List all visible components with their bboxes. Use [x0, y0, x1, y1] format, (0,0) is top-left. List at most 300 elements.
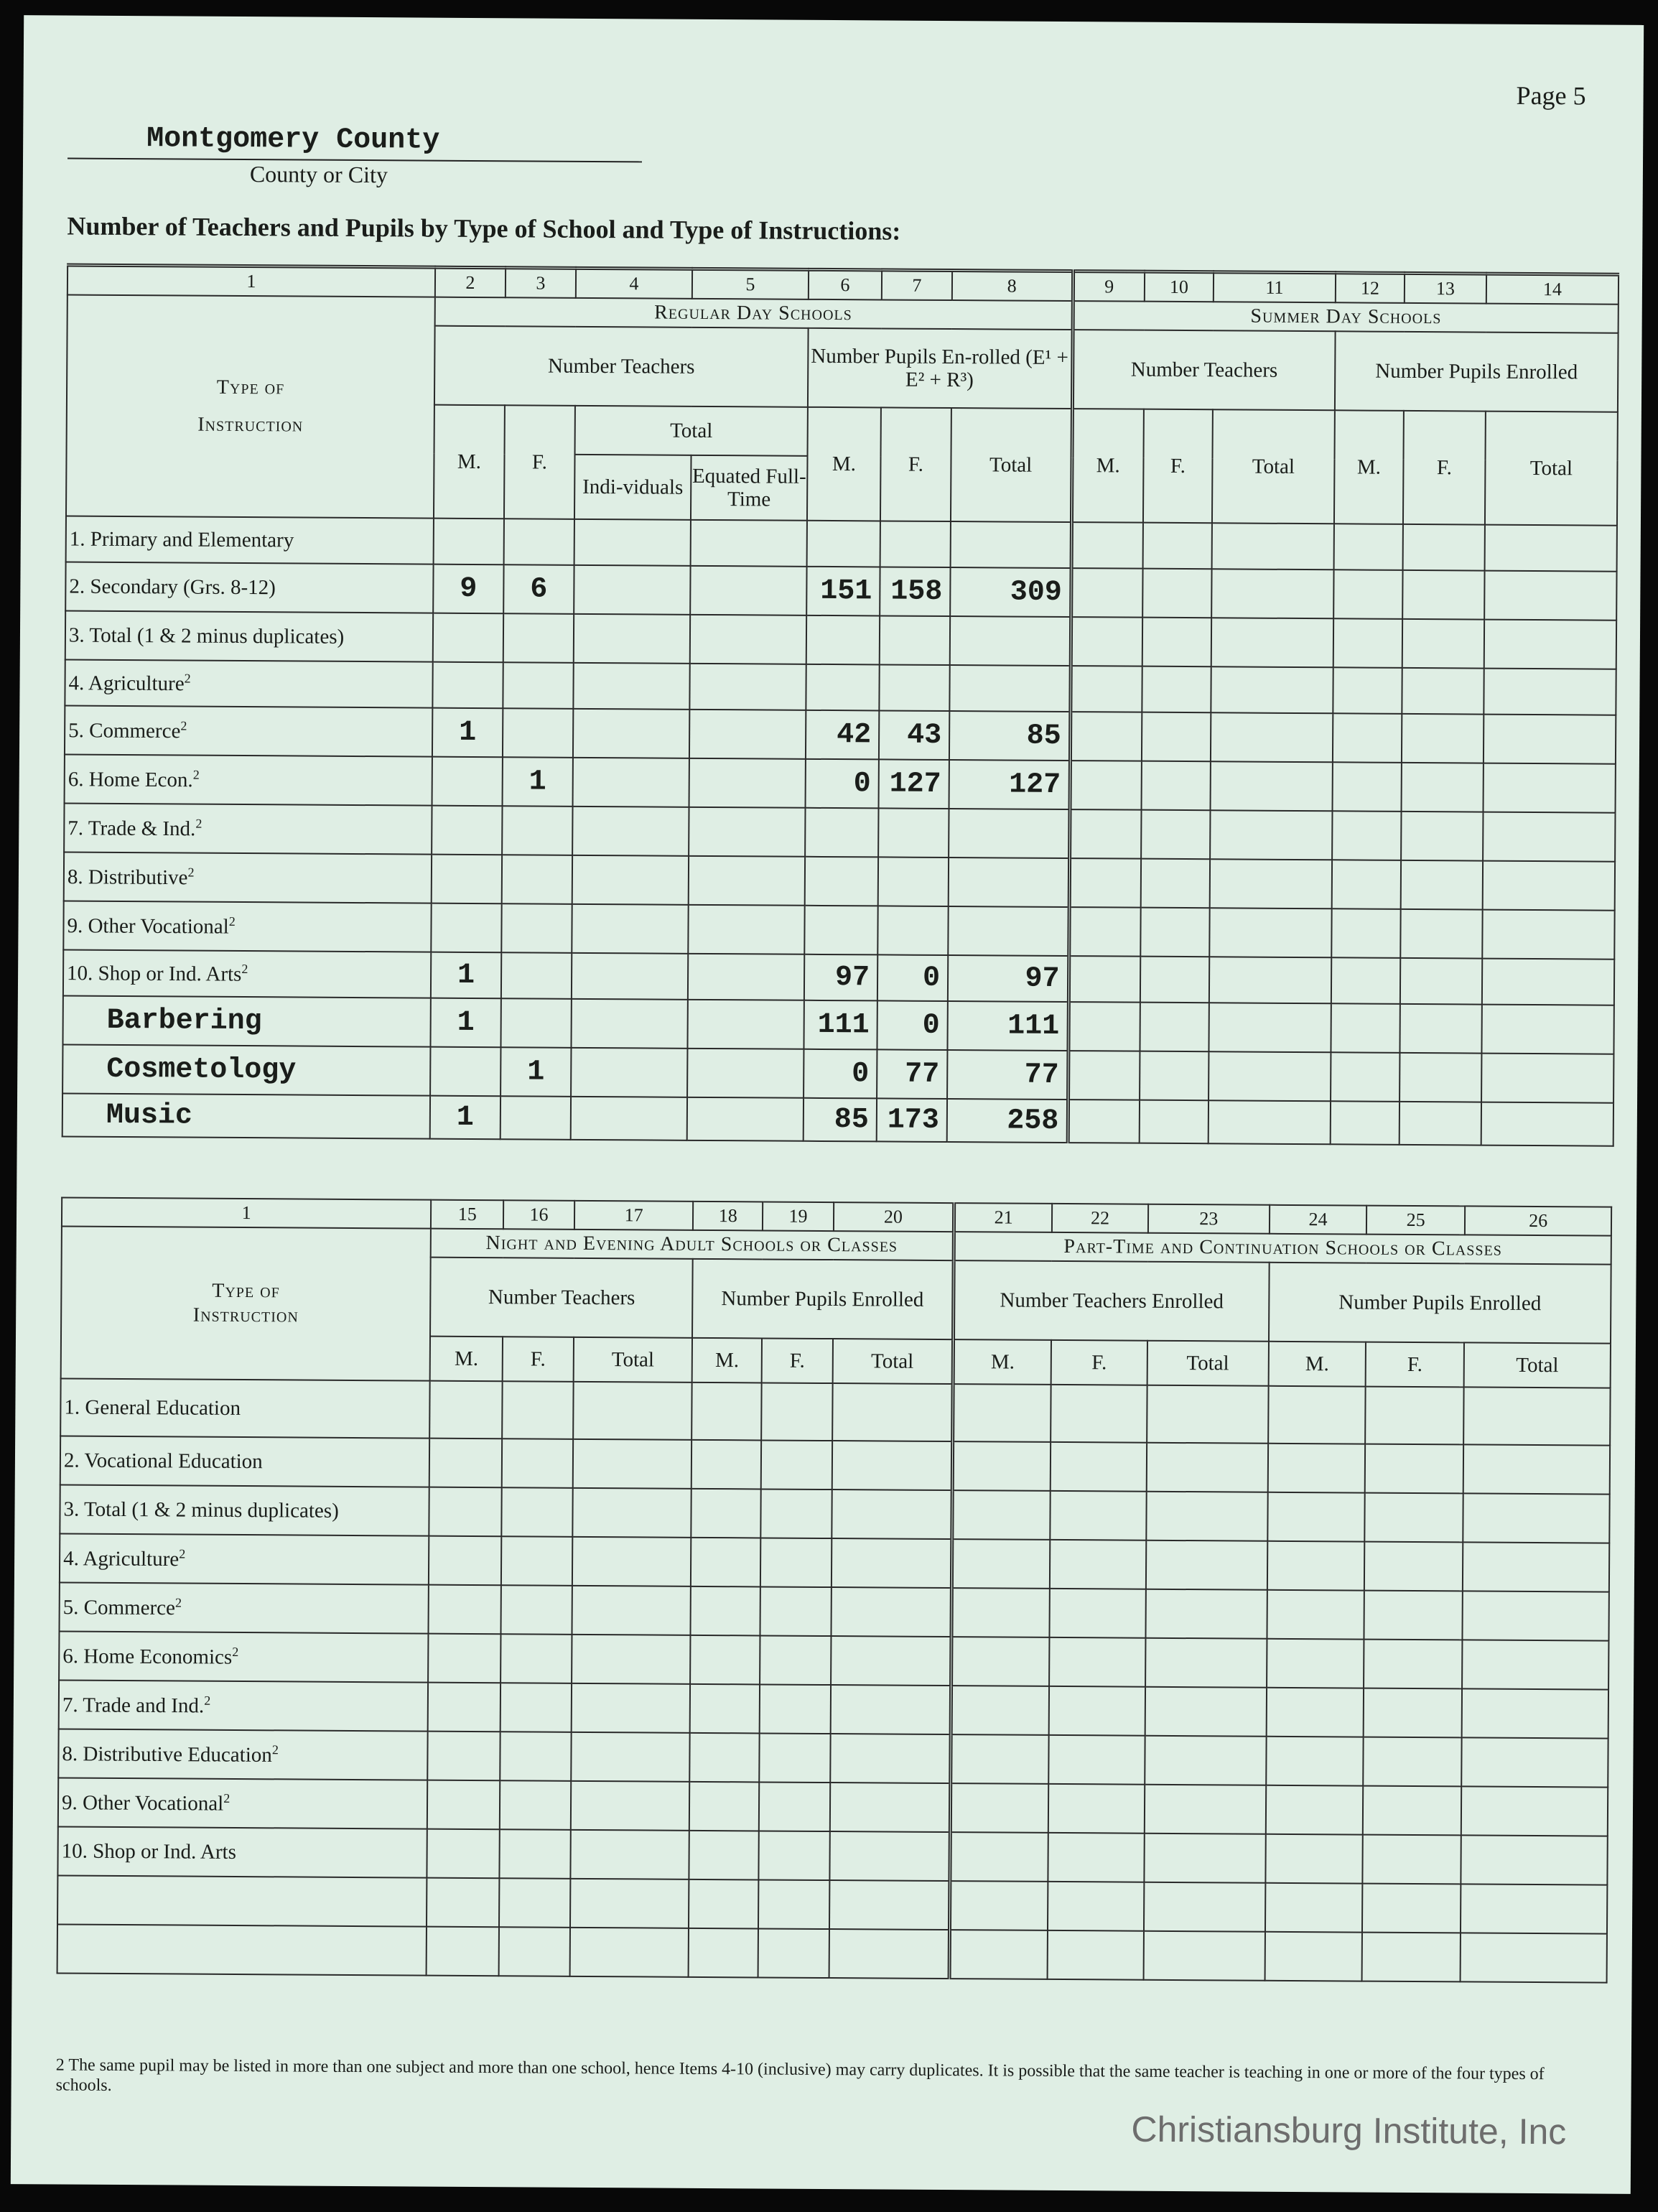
- table-cell: [572, 904, 688, 954]
- table-cell: [761, 1382, 832, 1441]
- table-cell: [1211, 761, 1333, 811]
- m-header: M.: [692, 1338, 762, 1383]
- row-label: [57, 1875, 427, 1926]
- total-header: Total: [951, 408, 1072, 522]
- table-cell: 42: [806, 710, 879, 760]
- table-cell: [1071, 617, 1142, 666]
- table-cell: [1485, 525, 1617, 572]
- table-cell: [832, 1441, 953, 1490]
- table-cell: [1333, 713, 1402, 763]
- table-cell: 1: [432, 708, 503, 758]
- table-cell: [1267, 1688, 1364, 1737]
- table-cell: [1070, 712, 1142, 761]
- table-cell: [1142, 618, 1211, 667]
- table-cell: [1143, 1931, 1265, 1981]
- table-cell: [1401, 860, 1483, 910]
- table-cell: [951, 1734, 1050, 1784]
- table-cell: [950, 1832, 1049, 1882]
- col-number: 25: [1366, 1206, 1465, 1235]
- equated-full-time-header: Equated Full-Time: [691, 455, 808, 521]
- table-cell: [1463, 1444, 1610, 1494]
- row-label: 9. Other Vocational$^2$: [63, 901, 431, 952]
- table-cell: [499, 1927, 570, 1976]
- table-cell: [427, 1829, 500, 1879]
- table-cell: 43: [879, 710, 949, 760]
- night-parttime-table: [57, 1196, 1613, 1983]
- table-cell: [1140, 908, 1209, 957]
- table-cell: [572, 1537, 691, 1586]
- table-cell: [951, 1539, 1051, 1589]
- table-cell: 97: [948, 955, 1068, 1002]
- col-number: 2: [435, 267, 506, 297]
- table-cell: [1462, 1640, 1608, 1689]
- table-cell: [1399, 1102, 1481, 1146]
- table-cell: [500, 1829, 571, 1879]
- table-cell: [948, 906, 1068, 956]
- table-cell: [1142, 712, 1211, 762]
- table-cell: [572, 1586, 691, 1635]
- night-evening-header: Night and Evening Adult Schools or Classes: [431, 1229, 954, 1260]
- table-cell: [832, 1490, 952, 1539]
- table-cell: [574, 614, 690, 664]
- table-cell: [429, 1585, 501, 1635]
- table-cell: [573, 758, 689, 807]
- col-number: 16: [503, 1200, 574, 1230]
- table-cell: [1401, 812, 1483, 861]
- row-label: 5. Commerce$^2$: [59, 1582, 429, 1633]
- table-cell: [428, 1634, 500, 1683]
- table-cell: [1461, 1835, 1608, 1885]
- table-cell: 85: [949, 711, 1070, 761]
- table-cell: [433, 613, 503, 663]
- number-teachers-header: Number Teachers: [430, 1258, 693, 1338]
- table-cell: [572, 1488, 691, 1538]
- table-cell: [949, 665, 1070, 712]
- table-cell: 6: [503, 564, 574, 614]
- table-cell: 158: [880, 567, 950, 616]
- row-label: 3. Total (1 & 2 minus duplicates): [65, 611, 433, 662]
- table-cell: [1140, 1051, 1208, 1101]
- table-cell: [1364, 1640, 1463, 1689]
- table-cell: [691, 1440, 761, 1490]
- table-cell: [689, 664, 806, 710]
- table-cell: [1049, 1637, 1145, 1687]
- table-cell: 0: [877, 954, 948, 1001]
- table-cell: [1068, 907, 1140, 957]
- table-cell: [690, 566, 806, 615]
- table-cell: [500, 1634, 572, 1683]
- table-cell: [687, 1097, 804, 1141]
- table-cell: [1363, 1737, 1462, 1787]
- table-cell: [1212, 523, 1334, 570]
- table-cell: [1332, 860, 1401, 909]
- col-number: 11: [1214, 272, 1336, 303]
- table-cell: [1048, 1882, 1144, 1931]
- f-header: F.: [1051, 1340, 1147, 1385]
- table-cell: [806, 615, 880, 665]
- table-cell: [1400, 958, 1482, 1005]
- table-cell: [832, 1383, 953, 1441]
- table-cell: 77: [877, 1049, 947, 1099]
- col-number: 6: [809, 269, 882, 299]
- table-cell: [1208, 1100, 1331, 1144]
- table-cell: [951, 1686, 1050, 1735]
- table-cell: [1051, 1385, 1147, 1443]
- regular-summer-table: [62, 264, 1619, 1147]
- table-cell: [572, 807, 689, 856]
- table-cell: [949, 858, 1069, 907]
- table-cell: [1362, 1835, 1461, 1885]
- table-cell: [952, 1441, 1051, 1491]
- table-cell: [570, 1830, 689, 1879]
- table-cell: [1210, 810, 1332, 860]
- table-cell: [1482, 959, 1614, 1005]
- table-cell: [879, 664, 949, 711]
- table-cell: [1142, 761, 1211, 811]
- table-cell: [1402, 570, 1484, 620]
- table-cell: [1484, 763, 1616, 813]
- table-cell: [571, 1048, 687, 1097]
- table-cell: [1484, 669, 1616, 715]
- table-cell: [952, 1490, 1051, 1540]
- number-pupils-enrolled-header: Number Pupils En-rolled (E¹ + E² + R³): [808, 328, 1073, 409]
- col-number: 9: [1073, 271, 1145, 302]
- row-label: 4. Agriculture$^2$: [65, 660, 432, 708]
- table-cell: [1461, 1737, 1608, 1787]
- table-cell: [691, 1586, 760, 1636]
- table-cell: [430, 1047, 500, 1097]
- table-cell: [501, 952, 572, 999]
- table-cell: [1402, 714, 1484, 763]
- table-cell: [1140, 1100, 1208, 1144]
- table-cell: [760, 1538, 832, 1587]
- table-cell: [1463, 1387, 1610, 1445]
- f-header: F.: [1143, 409, 1213, 524]
- table-cell: [1463, 1591, 1609, 1640]
- table-cell: [500, 1732, 571, 1781]
- type-of-instruction-header: Type of Instruction: [66, 295, 435, 519]
- table-cell: [760, 1684, 831, 1734]
- watermark: Christiansburg Institute, Inc: [1131, 2109, 1567, 2152]
- col-number: 4: [576, 268, 692, 298]
- f-header: F.: [1403, 411, 1486, 525]
- table-cell: [689, 1782, 759, 1831]
- table-cell: [1268, 1386, 1366, 1444]
- table-cell: [689, 856, 805, 906]
- row-label: [57, 1924, 427, 1975]
- table-cell: [428, 1732, 500, 1781]
- table-cell: [1068, 956, 1140, 1003]
- row-label: 6. Home Econ.$^2$: [65, 755, 432, 806]
- table-cell: [690, 1684, 760, 1734]
- table-cell: [1482, 910, 1614, 959]
- table-cell: [1331, 1101, 1399, 1145]
- f-header: F.: [762, 1338, 833, 1383]
- table-cell: [1145, 1540, 1267, 1590]
- table-cell: [689, 1928, 758, 1978]
- table-cell: [689, 807, 805, 857]
- pt-number-pupils-header: Number Pupils Enrolled: [1269, 1263, 1611, 1344]
- table-cell: [758, 1879, 829, 1929]
- table-cell: [573, 1439, 692, 1489]
- table-cell: [1399, 1004, 1481, 1054]
- summer-day-schools-header: Summer Day Schools: [1073, 301, 1619, 333]
- f-header: F.: [1366, 1342, 1465, 1388]
- table-cell: 97: [804, 954, 877, 1001]
- table-cell: [1267, 1590, 1364, 1640]
- table-row: [62, 1093, 1613, 1146]
- table-cell: [688, 905, 804, 954]
- table-cell: [1209, 908, 1331, 957]
- table-cell: 1: [503, 757, 573, 807]
- table-cell: [950, 1783, 1049, 1833]
- col-number: 3: [506, 268, 576, 298]
- table-cell: [691, 1489, 761, 1538]
- table-cell: [1481, 1054, 1613, 1103]
- table-cell: [690, 615, 806, 664]
- table-cell: [831, 1685, 951, 1734]
- table-cell: [1267, 1639, 1364, 1688]
- table-cell: [1481, 1005, 1613, 1054]
- table-cell: [689, 710, 806, 759]
- table-cell: [760, 1635, 831, 1685]
- table-cell: [1331, 1052, 1399, 1102]
- table-cell: [1461, 1884, 1607, 1933]
- table-cell: [1332, 811, 1401, 860]
- table-cell: [805, 808, 878, 858]
- table-cell: [1144, 1785, 1266, 1834]
- col-number: 1: [67, 265, 435, 297]
- table-cell: [804, 906, 877, 955]
- form-heading: Number of Teachers and Pupils by Type of School and Type of Instructions:: [67, 211, 901, 246]
- col-number: 15: [431, 1200, 503, 1230]
- row-label: 9. Other Vocational$^2$: [58, 1778, 428, 1828]
- table-cell: [1362, 1933, 1461, 1982]
- table-cell: [758, 1928, 829, 1978]
- col-number: 14: [1486, 274, 1619, 305]
- table-cell: [1331, 1003, 1399, 1053]
- table-cell: [1048, 1784, 1145, 1834]
- table-cell: [501, 1487, 572, 1537]
- table-cell: [499, 1878, 570, 1928]
- m-header: M.: [807, 407, 881, 521]
- table-cell: [1145, 1589, 1267, 1639]
- table-cell: [949, 1930, 1048, 1979]
- table-cell: [1147, 1385, 1269, 1444]
- m-header: M.: [1334, 410, 1404, 524]
- row-label: 3. Total (1 & 2 minus duplicates): [60, 1484, 429, 1535]
- table-cell: [1142, 666, 1211, 713]
- county-caption: County or City: [249, 161, 388, 188]
- table-cell: [500, 1780, 571, 1830]
- summer-number-pupils-header: Number Pupils Enrolled: [1335, 331, 1619, 412]
- table-cell: [1362, 1884, 1461, 1933]
- table-cell: 1: [431, 952, 501, 999]
- table-cell: [691, 520, 807, 567]
- table-cell: [1068, 1051, 1140, 1100]
- table-cell: [878, 857, 949, 906]
- table-cell: [1331, 957, 1400, 1004]
- table-cell: [691, 1382, 761, 1441]
- total-header: Total: [1212, 409, 1335, 524]
- col-number: 17: [574, 1201, 694, 1230]
- table-cell: [1334, 524, 1403, 570]
- table-cell: [687, 1049, 804, 1098]
- table-cell: [1209, 957, 1331, 1003]
- m-header: M.: [434, 405, 505, 519]
- row-label: Barbering: [62, 995, 430, 1046]
- m-header: M.: [430, 1337, 503, 1382]
- table-cell: [880, 521, 951, 567]
- col-number: 26: [1465, 1206, 1611, 1235]
- table-cell: [829, 1929, 949, 1979]
- table-cell: 77: [947, 1050, 1068, 1100]
- table-cell: [761, 1440, 832, 1490]
- table-cell: [1463, 1542, 1609, 1591]
- table-cell: [1051, 1442, 1147, 1492]
- number-pupils-enrolled-header: Number Pupils Enrolled: [692, 1259, 954, 1339]
- table-cell: [1365, 1387, 1464, 1445]
- table-cell: [1146, 1443, 1268, 1492]
- row-label: 2. Vocational Education: [60, 1436, 430, 1487]
- table-cell: [501, 1536, 572, 1586]
- table-cell: [1265, 1883, 1363, 1933]
- table-row: [57, 1924, 1607, 1982]
- table-cell: [758, 1831, 829, 1880]
- table-cell: [1481, 1102, 1613, 1146]
- table-cell: [1141, 859, 1210, 908]
- table-cell: [573, 1382, 692, 1440]
- total-header: Total: [574, 1337, 693, 1382]
- table-cell: [832, 1538, 952, 1588]
- type-of-instruction-header: Type of Instruction: [61, 1226, 432, 1380]
- table-cell: [1208, 1051, 1331, 1101]
- table-cell: [1331, 908, 1400, 958]
- table-cell: [1071, 568, 1142, 618]
- table-cell: [1462, 1688, 1608, 1738]
- table-cell: 0: [804, 1049, 877, 1099]
- table-cell: [571, 1097, 687, 1140]
- table-cell: [432, 662, 503, 709]
- table-cell: [1484, 571, 1616, 621]
- table-cell: [1267, 1541, 1365, 1591]
- table-cell: [502, 806, 572, 855]
- table-cell: [880, 615, 950, 665]
- table-cell: [831, 1636, 951, 1686]
- table-cell: [1267, 1492, 1365, 1542]
- table-cell: [570, 1928, 689, 1977]
- table-cell: [501, 1585, 572, 1635]
- table-cell: [829, 1831, 950, 1881]
- table-cell: [1048, 1930, 1144, 1980]
- county-block: [67, 122, 643, 190]
- table-cell: [1484, 620, 1616, 669]
- form-page: [11, 15, 1644, 2194]
- table-cell: [432, 806, 502, 855]
- table-cell: [1142, 569, 1211, 618]
- table-cell: [573, 663, 689, 710]
- row-label: 10. Shop or Ind. Arts$^2$: [63, 949, 431, 998]
- col-number: 18: [693, 1202, 763, 1231]
- table-cell: [571, 1732, 690, 1782]
- table-cell: [501, 903, 572, 953]
- table-cell: 127: [949, 760, 1070, 809]
- table-cell: [1050, 1540, 1146, 1589]
- table-cell: [951, 1588, 1051, 1637]
- col-number: 10: [1145, 271, 1214, 302]
- pt-number-teachers-header: Number Teachers Enrolled: [953, 1260, 1269, 1342]
- table-cell: [760, 1489, 832, 1538]
- table-cell: [878, 808, 949, 858]
- table-cell: [689, 1831, 759, 1880]
- table-cell: [503, 708, 573, 758]
- summer-number-teachers-header: Number Teachers: [1072, 330, 1336, 410]
- table-cell: [574, 565, 690, 615]
- table-cell: [759, 1733, 830, 1783]
- row-label: Cosmetology: [62, 1044, 430, 1095]
- footnote: 2 The same pupil may be listed in more than one subject and more than one school, hence Items 4-10 (inclusive) may carry duplicates. It is possible that the same teacher is teaching in one or more of the four types of schools.: [55, 2055, 1545, 2095]
- table-cell: [1143, 523, 1212, 570]
- table-cell: [1144, 1834, 1266, 1883]
- table-cell: 111: [947, 1001, 1068, 1051]
- total-header: Total: [1147, 1341, 1269, 1386]
- table-cell: [1051, 1491, 1147, 1540]
- table-row: [60, 1378, 1610, 1445]
- m-header: M.: [1269, 1342, 1366, 1387]
- table-cell: [1402, 619, 1484, 669]
- table-cell: [1211, 666, 1333, 713]
- table-cell: [1208, 1003, 1331, 1052]
- table-cell: [1146, 1492, 1268, 1541]
- total-header: Total: [1464, 1342, 1611, 1388]
- row-label: 5. Commerce$^2$: [65, 706, 432, 757]
- table-cell: [1364, 1688, 1463, 1738]
- row-label: 2. Secondary (Grs. 8-12): [65, 562, 433, 613]
- table-cell: [429, 1536, 501, 1586]
- table-cell: [830, 1734, 951, 1783]
- total-header: Total: [575, 406, 808, 456]
- table-cell: [690, 1733, 760, 1783]
- table-cell: [952, 1384, 1051, 1442]
- f-header: F.: [880, 407, 951, 521]
- table-cell: [1483, 861, 1615, 911]
- total-header: Total: [1485, 412, 1618, 526]
- table-cell: [1333, 762, 1402, 812]
- table-cell: [950, 616, 1071, 666]
- table-cell: [1211, 618, 1333, 667]
- table-cell: [951, 521, 1071, 568]
- table-cell: [500, 998, 571, 1048]
- table-cell: [1050, 1589, 1146, 1638]
- table-cell: [427, 1878, 499, 1928]
- f-header: F.: [504, 405, 575, 519]
- table-cell: [877, 906, 948, 955]
- table-cell: [1265, 1834, 1363, 1884]
- table-cell: [1403, 524, 1485, 571]
- part-time-header: Part-Time and Continuation Schools or Classes: [954, 1232, 1611, 1265]
- table-cell: [688, 954, 804, 1000]
- table-cell: 127: [879, 759, 949, 809]
- f-header: F.: [503, 1337, 574, 1382]
- table-cell: [1070, 761, 1142, 810]
- col-number: 1: [62, 1197, 432, 1228]
- table-cell: [1484, 715, 1616, 764]
- row-label: 4. Agriculture$^2$: [60, 1533, 429, 1584]
- table-cell: [1210, 859, 1332, 908]
- m-header: M.: [953, 1339, 1052, 1385]
- row-label: 10. Shop or Ind. Arts: [57, 1826, 427, 1877]
- table-cell: [434, 519, 504, 565]
